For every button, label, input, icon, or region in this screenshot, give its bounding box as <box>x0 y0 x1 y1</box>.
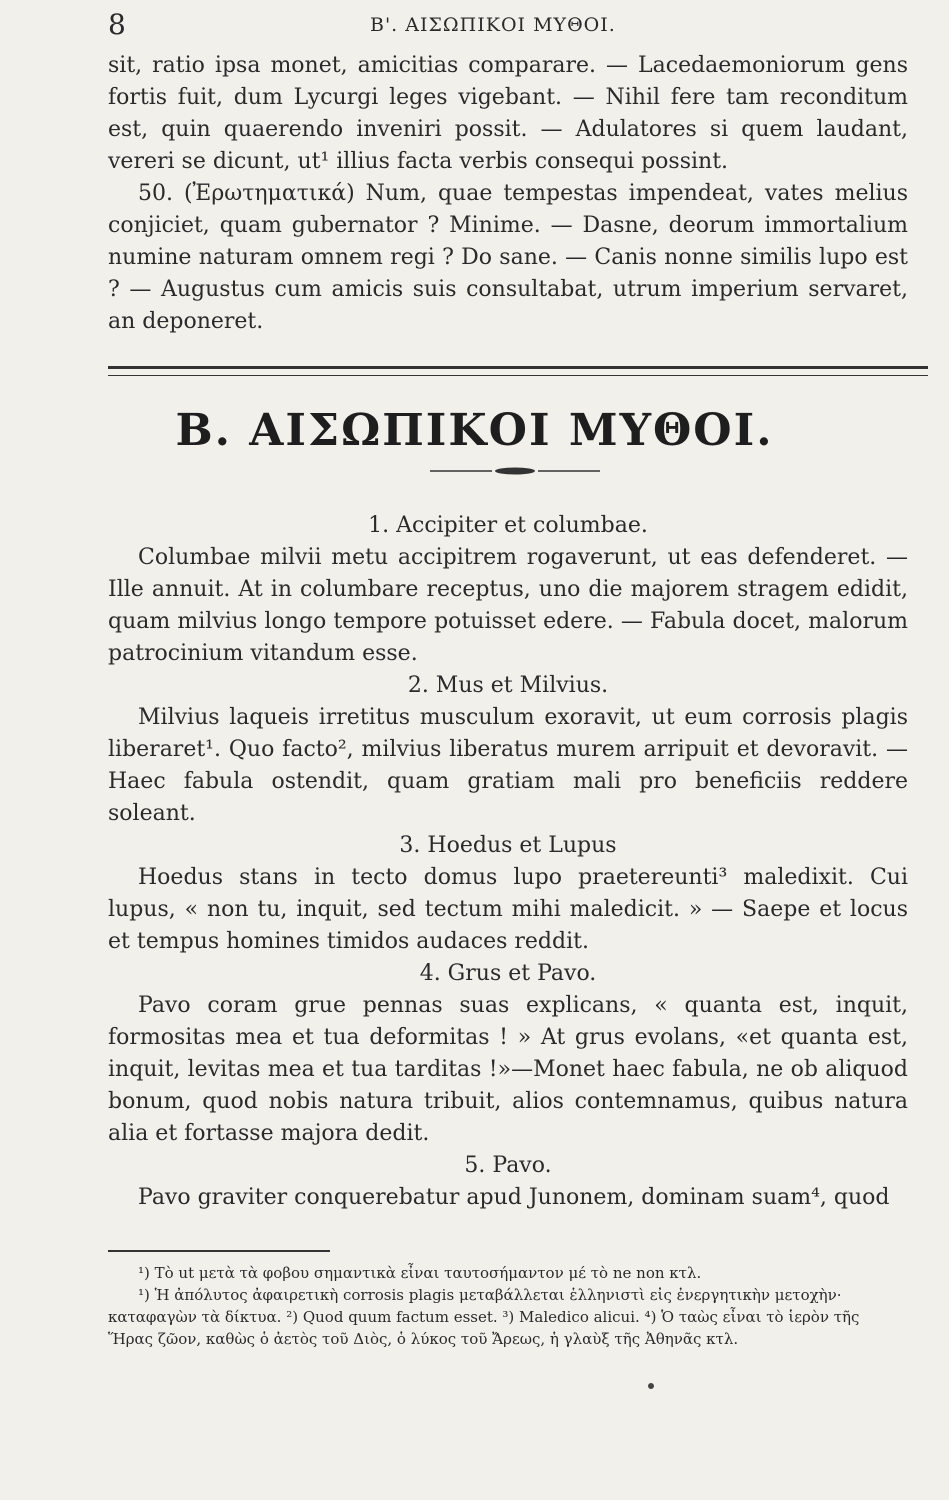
footnote-rule <box>108 1250 330 1252</box>
fable-text: Columbae milvii metu accipitrem rogaverunt, ut eas defenderet. —Ille annuit. At in columbare receptus, uno die majorem stragem edidit, quam milvius longo tempore potuisset edere. — Fabula docet, malorum patrocinium vitandum esse. <box>108 545 908 666</box>
fable-text: Hoedus stans in tecto domus lupo praetereunti³ maledixit. Cui lupus, « non tu, inquit, sed tectum mihi maledicit. » — Saepe et locus et tempus homines timidos audaces reddit. <box>108 865 908 954</box>
section-divider-rule <box>108 366 928 376</box>
page-number: 8 <box>108 8 126 41</box>
paragraph-continued: sit, ratio ipsa monet, amicitias comparare. — Lacedaemoniorum gens fortis fuit, dum Lycurgi leges vigebant. — Nihil fere tam reconditum est, quin quaerendo inveniri possit. — Adulatores si quem laudant, vereri se dicunt, ut¹ illius facta verbis consequi possint. <box>108 53 908 174</box>
footnotes-block <box>108 1262 908 1350</box>
paragraph-exercise-50: 50. (Ἐρωτηματικά) Num, quae tempestas impendeat, vates melius conjiciet, quam gubernator ? Minime. — Dasne, deorum immortalium numine naturam omnem regi ? Do sane. — Canis nonne similis lupo est ? — Augustus cum amicis suis consultabat, utrum imperium servaret, an deponeret. <box>108 181 908 334</box>
fable-title: 5. Pavo. <box>464 1153 552 1178</box>
title-ornament <box>430 466 600 476</box>
fable-title: 4. Grus et Pavo. <box>419 961 597 986</box>
running-title: Β'. ΑΙΣΩΠΙΚΟΙ ΜΥΘΟΙ. <box>370 14 616 36</box>
fable-text: Pavo graviter conquerebatur apud Junonem, dominam suam⁴, quod <box>138 1185 890 1210</box>
fable-title: 2. Mus et Milvius. <box>407 673 609 698</box>
footnote: ¹) Ἡ ἀπόλυτος ἀφαιρετικὴ corrosis plagis μεταβάλλεται ἑλληνιστὶ εἰς ἐνεργητικὴν μετοχὴν· καταφαγὼν τὰ δίκτυα. ²) Quod quum factum esset. ³) Maledico alicui. ⁴) Ὁ ταὼς εἶναι τὸ ἱερὸν τῆς Ἥρας ζῶον, καθὼς ὁ ἀετὸς τοῦ Διὸς, ὁ λύκος τοῦ Ἄρεως, ἡ γλαὺξ τῆς Ἀθηνᾶς κτλ. <box>108 1286 860 1348</box>
ink-dot-mark <box>648 1383 654 1389</box>
footnote: ¹) Τὸ ut μετὰ τὰ φοβου σημαντικὰ εἶναι ταυτοσήμαντον μέ τὸ ne non κτλ. <box>138 1264 702 1282</box>
fable-title: 3. Hoedus et Lupus <box>399 833 617 858</box>
section-title: Β. ΑΙΣΩΠΙΚΟΙ ΜΥΘΟΙ. <box>175 405 774 456</box>
fables-block <box>108 510 908 1214</box>
fable-title: 1. Accipiter et columbae. <box>368 513 648 538</box>
fable-text: Milvius laqueis irretitus musculum exoravit, ut eum corrosis plagis liberaret¹. Quo facto², milvius liberatus murem arripuit et devoravit. — Haec fabula ostendit, quam gratiam mali pro beneficiis reddere soleant. <box>108 705 908 826</box>
fable-text: Pavo coram grue pennas suas explicans, « quanta est, inquit, formositas mea et tua deformitas ! » At grus evolans, «et quanta est, inquit, levitas mea et tua tarditas !»—Monet haec fabula, ne ob aliquod bonum, quod nobis natura tribuit, alios contemnamus, quibus natura alia et fortasse majora dedit. <box>108 993 908 1146</box>
running-header <box>108 8 908 42</box>
continued-text-block <box>108 50 908 338</box>
